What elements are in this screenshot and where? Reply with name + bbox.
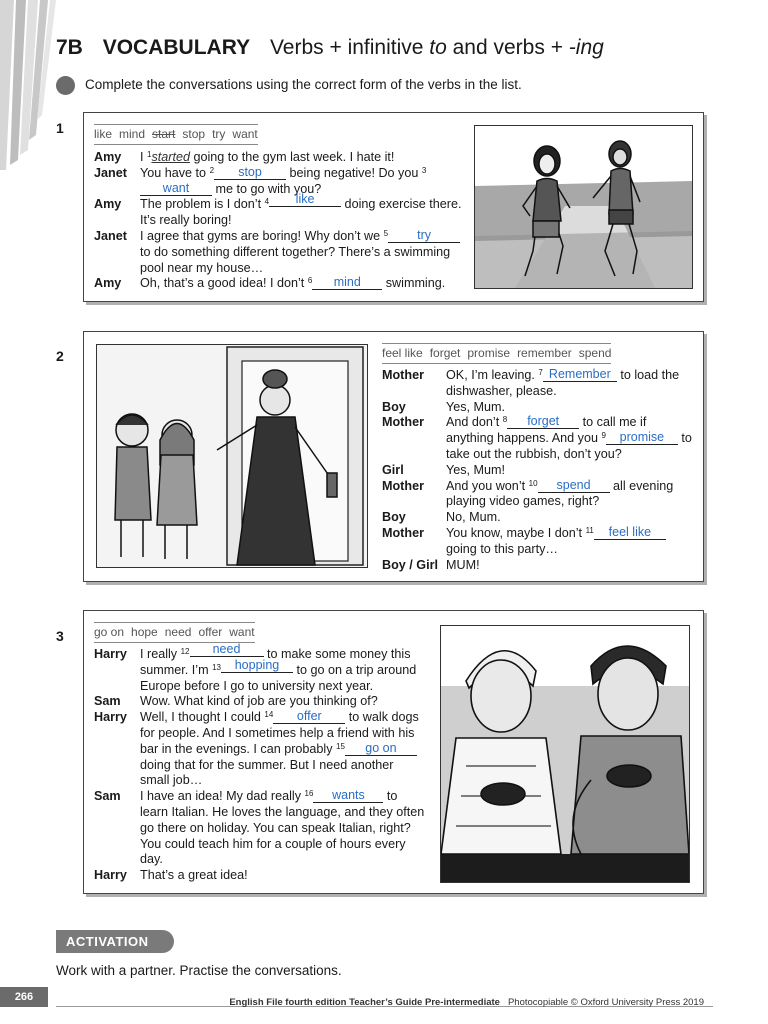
word-list-item: want (229, 625, 255, 639)
answer-blank: promise (606, 431, 678, 445)
dialogue (94, 150, 464, 292)
word-list-item: go on (94, 625, 125, 639)
gap-number: 14 (264, 710, 274, 720)
word-list-item: mind (119, 127, 146, 141)
word-list-item: feel like (382, 346, 423, 360)
dialogue-text: I agree that gyms are boring! Why don’t we $^5$ try to do something different together? There’s a swimming pool near my house… (140, 229, 464, 276)
speaker-name: Harry (94, 868, 127, 883)
speaker-name: Harry (94, 710, 127, 725)
dialogue-line (382, 463, 694, 479)
exercise-number: 3 (56, 628, 64, 644)
word-list-item: like (94, 127, 113, 141)
dialogue-line (382, 510, 694, 526)
illustration-boys-gaming (440, 625, 690, 883)
answer-blank: wants (313, 789, 383, 803)
answer-blank: need (190, 643, 264, 657)
speaker-name: Amy (94, 150, 122, 164)
speaker-name: Boy (382, 399, 406, 414)
exercise-2-box (83, 331, 704, 582)
activation-label: ACTIVATION (56, 930, 174, 953)
dialogue-text: Well, I thought I could $^{14}$ offer to walk dogs for people. And I sometimes help a friend with his bar in the evenings. I can probably $^{15}$ go on doing that for the summer. But I need another small job… (140, 709, 419, 788)
dialogue-line (382, 415, 694, 462)
footer (229, 997, 704, 1008)
dialogue-line (382, 558, 694, 574)
dialogue-line (94, 150, 464, 166)
page-corner-stripes (0, 0, 60, 170)
answer-blank: forget (507, 415, 579, 429)
dialogue-text: That’s a great idea! (140, 868, 248, 883)
dialogue-text: Yes, Mum. (446, 399, 506, 414)
boys-gaming-drawing (441, 626, 689, 882)
speaker-name: Mother (382, 415, 424, 430)
gap-number: 5 (383, 228, 389, 238)
dialogue-line (94, 868, 426, 884)
exercise-number: 2 (56, 348, 64, 364)
dialogue-line (94, 694, 426, 710)
answer-blank: want (140, 182, 212, 196)
activation-text: Work with a partner. Practise the conversations. (56, 963, 342, 978)
dialogue-line (94, 276, 464, 292)
gap-number: 3 (421, 165, 427, 175)
word-list (94, 622, 255, 643)
dialogue-line (94, 647, 426, 694)
dialogue-text: OK, I’m leaving. $^7$ Remember to load the dishwasher, please. (446, 367, 680, 398)
word-list-item: stop (182, 127, 206, 141)
speaker-name: Janet (94, 165, 127, 180)
instruction-bullet-icon (56, 76, 75, 95)
dialogue-text: MUM! (446, 557, 480, 572)
footer-book-title: English File fourth edition Teacher’s Guide Pre-intermediate (229, 997, 500, 1008)
answer-blank: mind (312, 276, 382, 290)
unit-code: 7B (56, 36, 83, 59)
gap-number: 15 (336, 741, 345, 751)
dialogue-text: Oh, that’s a good idea! I don’t $^6$ mind swimming. (140, 275, 446, 291)
dialogue-line (382, 400, 694, 416)
dialogue-text: And you won’t $^{10}$ spend all evening playing video games, right? (446, 477, 674, 509)
dialogue-text: And don’t $^8$ forget to call me if anything happens. And you $^9$ promise to take out the rubbish, don’t you? (446, 414, 692, 461)
dialogue-line (382, 368, 694, 400)
word-list-item: hope (131, 625, 158, 639)
page-title (56, 36, 604, 60)
page-number: 266 (0, 987, 48, 1007)
word-list-item: start (152, 127, 176, 141)
word-list-item: spend (578, 346, 612, 360)
gap-number: 12 (180, 647, 190, 656)
word-list-item: want (232, 127, 258, 141)
answer-blank: go on (345, 742, 417, 756)
word-list (94, 124, 258, 145)
answer-blank: stop (214, 166, 286, 180)
gap-number: 9 (601, 431, 606, 441)
speaker-name: Amy (94, 276, 122, 291)
speaker-name: Amy (94, 197, 122, 212)
gap-number: 16 (304, 789, 314, 799)
dialogue-text: I have an idea! My dad really $^{16}$ wants to learn Italian. He loves the language, and they often go there on holiday. You can speak Italian, right? You could teach him for a couple of hours every day. (140, 788, 425, 867)
example-answer: started (151, 150, 190, 164)
dialogue-text: You have to $^2$ stop being negative! Do you $^3$want me to go with you? (140, 164, 427, 196)
mother-children-drawing (97, 345, 367, 567)
exercise-3-box (83, 610, 704, 894)
speaker-name: Mother (382, 478, 424, 493)
footer-copyright: Photocopiable © Oxford University Press 2019 (507, 997, 704, 1008)
answer-blank: hopping (221, 659, 293, 673)
dialogue-line (382, 526, 694, 558)
dialogue-line (382, 479, 694, 511)
answer-blank: Remember (543, 368, 617, 382)
answer-blank: spend (538, 479, 610, 493)
dialogue-text: I really $^{12}$ need to make some money this summer. I’m $^{13}$ hopping to go on a trip around Europe before I go to university next year. (140, 642, 417, 693)
instruction-text: Complete the conversations using the correct form of the verbs in the list. (85, 77, 522, 92)
dialogue-line (94, 710, 426, 789)
illustration-girls-running (474, 125, 693, 289)
gap-number: 4 (264, 197, 270, 207)
dialogue-text: Wow. What kind of job are you thinking of? (140, 694, 378, 709)
answer-blank: feel like (594, 526, 666, 540)
answer-blank: like (269, 193, 341, 207)
section-name: VOCABULARY (102, 36, 251, 59)
gap-number: 6 (307, 276, 313, 286)
word-list-item: forget (429, 346, 461, 360)
dialogue-text: The problem is I don’t $^4$ like doing exercise there. It’s really boring! (140, 192, 462, 228)
speaker-name: Janet (94, 228, 127, 243)
dialogue-text: I $^1$started going to the gym last week. I hate it! (140, 150, 395, 164)
dialogue (94, 642, 426, 884)
dialogue-text: You know, maybe I don’t $^{11}$ feel like going to this party… (446, 526, 694, 558)
subtitle: Verbs + infinitive to and verbs + -ing (269, 36, 604, 59)
word-list-item: remember (517, 346, 572, 360)
word-list-item: need (164, 625, 192, 639)
illustration-mother-and-children (96, 344, 368, 568)
dialogue (382, 368, 694, 573)
word-list-item: promise (467, 346, 511, 360)
exercise-1-box (83, 112, 704, 302)
answer-blank: try (388, 229, 460, 243)
speaker-name: Mother (382, 368, 424, 382)
speaker-name: Boy / Girl (382, 557, 438, 572)
speaker-name: Sam (94, 694, 121, 709)
speaker-name: Sam (94, 789, 121, 804)
dialogue-text: Yes, Mum! (446, 462, 506, 477)
word-list-item: try (212, 127, 226, 141)
exercise-number: 1 (56, 120, 64, 136)
dialogue-line (94, 197, 464, 229)
speaker-name: Girl (382, 462, 404, 477)
running-girls-drawing (475, 126, 692, 288)
dialogue-text: No, Mum. (446, 510, 501, 525)
answer-blank: offer (273, 710, 345, 724)
gap-number: 13 (212, 662, 221, 672)
speaker-name: Boy (382, 510, 406, 525)
gap-number: 10 (528, 478, 538, 488)
gap-number: 1 (147, 150, 152, 159)
word-list-item: offer (198, 625, 223, 639)
gap-number: 8 (502, 415, 508, 425)
dialogue-line (94, 789, 426, 868)
gap-number: 11 (585, 525, 594, 535)
speaker-name: Harry (94, 647, 127, 661)
dialogue-line (94, 229, 464, 276)
gap-number: 7 (538, 368, 543, 377)
gap-number: 2 (209, 165, 215, 175)
word-list (382, 343, 611, 364)
speaker-name: Mother (382, 525, 424, 540)
